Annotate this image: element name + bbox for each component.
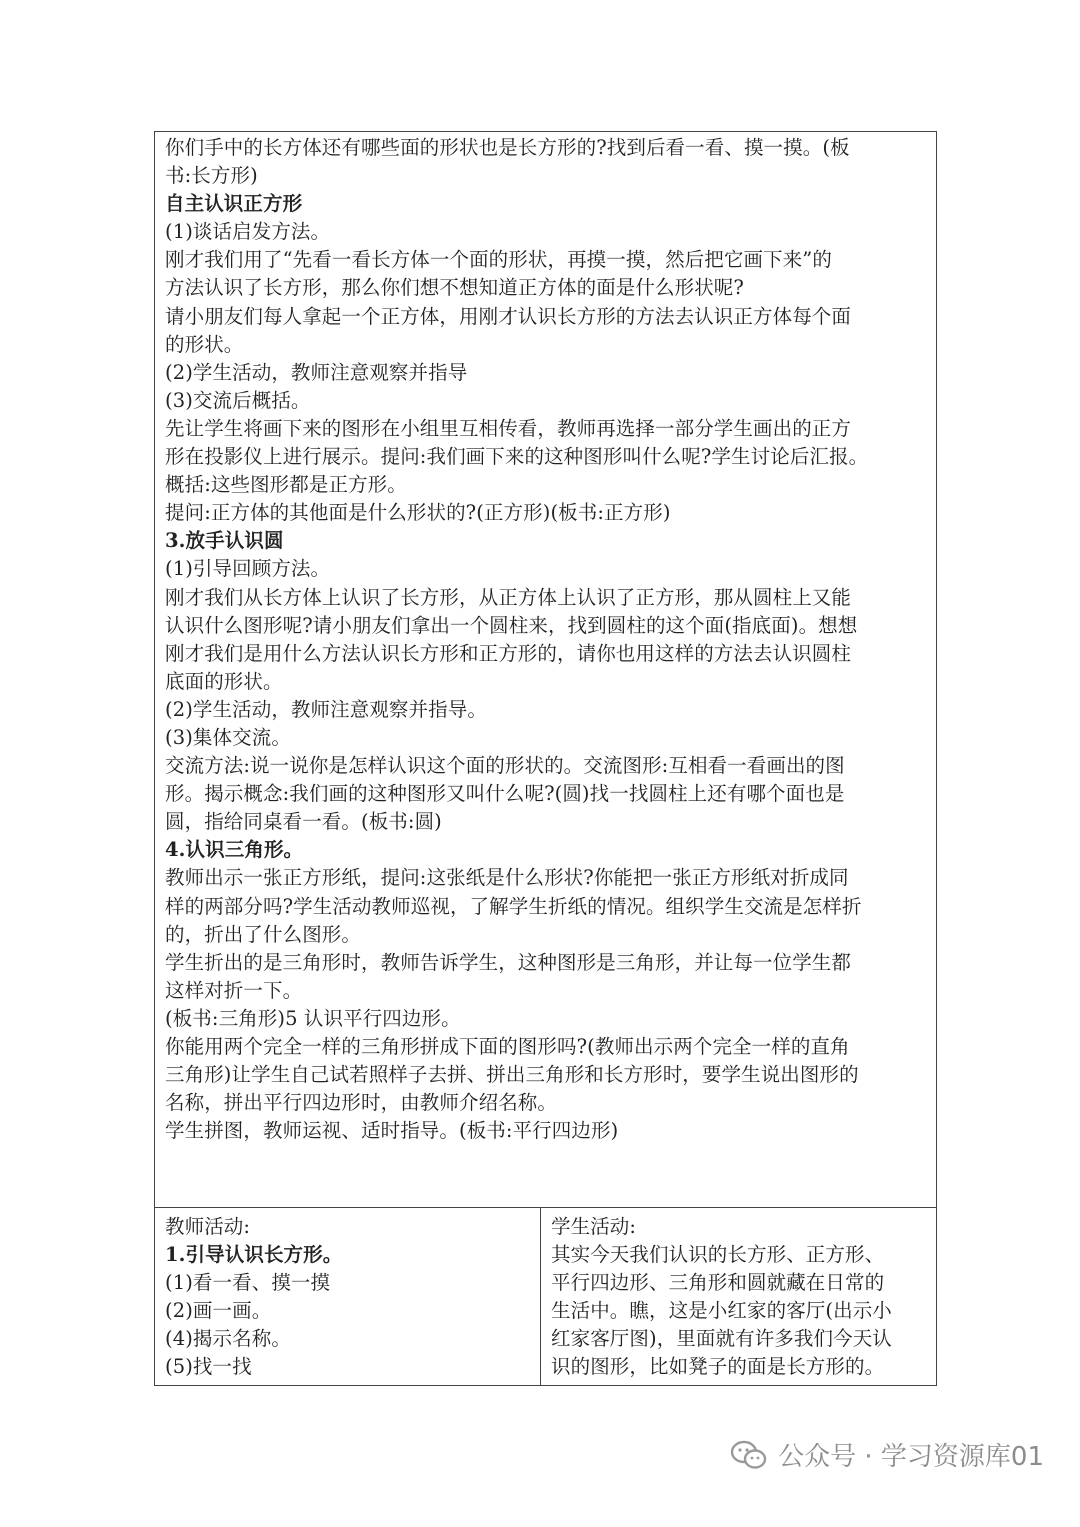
text-line: 三角形)让学生自己试若照样子去拼、拼出三角形和长方形时，要学生说出图形的 [165,1063,859,1087]
text-line: (1)引导回顾方法。 [165,557,331,581]
student-activity-cell [541,1208,936,1385]
text-line: 认识什么图形呢?请小朋友们拿出一个圆柱来，找到圆柱的这个面(指底面)。想想 [165,613,858,637]
main-content-cell [155,132,936,1208]
text-line: 你能用两个完全一样的三角形拼成下面的图形吗?(教师出示两个完全一样的直角 [165,1035,850,1058]
section-heading: 3.放手认识圆 [165,529,284,553]
text-line: (1)谈话启发方法。 [165,220,331,244]
text-line: 教师出示一张正方形纸，提问:这张纸是什么形状?你能把一张正方形纸对折成同 [165,866,849,890]
text-line: 学生折出的是三角形时，教师告诉学生，这种图形是三角形，并让每一位学生都 [165,950,852,974]
text-line: 先让学生将画下来的图形在小组里互相传看，教师再选择一部分学生画出的正方 [165,416,852,440]
text-line: (3)交流后概括。 [165,388,311,412]
text-line: 形。揭示概念:我们画的这种图形又叫什么呢?(圆)找一找圆柱上还有哪个面也是 [165,782,845,806]
text-line: (板书:三角形)5 认识平行四边形。 [165,1006,461,1030]
lesson-plan-table [154,131,937,1386]
activity-row [155,1208,936,1385]
text-line: (1)看一看、摸一摸 [165,1271,331,1295]
text-line: 学生活动: [551,1215,637,1238]
text-line: 名称，拼出平行四边形时，由教师介绍名称。 [165,1091,558,1115]
text-line: 刚才我们用了“先看一看长方体一个面的形状，再摸一摸，然后把它画下来”的 [165,248,832,272]
text-line: (2)学生活动，教师注意观察并指导 [165,360,468,384]
section-heading: 自主认识正方形 [165,192,303,216]
section-heading: 1.引导认识长方形。 [165,1243,343,1267]
text-line: 学生拼图，教师运视、适时指导。(板书:平行四边形) [165,1119,619,1143]
text-line: 生活中。瞧，这是小红家的客厅(出示小 [551,1299,892,1323]
text-line: 提问:正方体的其他面是什么形状的?(正方形)(板书:正方形) [165,501,671,525]
text-line: 刚才我们从长方体上认识了长方形，从正方体上认识了正方形，那从圆柱上又能 [165,585,852,609]
wechat-icon [730,1439,768,1471]
text-line: 书:长方形) [165,164,258,188]
text-line: 你们手中的长方体还有哪些面的形状也是长方形的?找到后看一看、摸一摸。(板 [165,136,850,159]
watermark [730,1436,1044,1473]
text-line: 刚才我们是用什么方法认识长方形和正方形的，请你也用这样的方法去认识圆柱 [165,641,852,665]
text-line: 样的两部分吗?学生活动教师巡视，了解学生折纸的情况。组织学生交流是怎样折 [165,894,862,918]
text-line: 红家客厅图)，里面就有许多我们今天认 [551,1327,892,1351]
text-line: 识的图形，比如凳子的面是长方形的。 [551,1355,885,1379]
text-line: 圆，指给同桌看一看。(板书:圆) [165,810,442,834]
text-line: (2)画一画。 [165,1299,272,1323]
text-line: 交流方法:说一说你是怎样认识这个面的形状的。交流图形:互相看一看画出的图 [165,754,845,778]
text-line: 平行四边形、三角形和圆就藏在日常的 [551,1271,885,1295]
text-line: 形在投影仪上进行展示。提问:我们画下来的这种图形叫什么呢?学生讨论后汇报。 [165,445,869,469]
text-line: 这样对折一下。 [165,978,303,1002]
teacher-activity-cell [155,1208,541,1385]
section-heading: 4.认识三角形。 [165,838,304,862]
text-line: 其实今天我们认识的长方形、正方形、 [551,1243,885,1267]
text-line: 方法认识了长方形，那么你们想不想知道正方体的面是什么形状呢? [165,276,744,300]
text-line: 概括:这些图形都是正方形。 [165,473,407,497]
text-line: 请小朋友们每人拿起一个正方体，用刚才认识长方形的方法去认识正方体每个面 [165,304,852,328]
text-line: 的形状。 [165,332,244,356]
text-line: 的，折出了什么图形。 [165,922,362,946]
watermark-text: 公众号 · 学习资源库01 [778,1442,1044,1472]
text-line: (2)学生活动，教师注意观察并指导。 [165,697,487,721]
text-line: (4)揭示名称。 [165,1327,291,1351]
text-line: (3)集体交流。 [165,725,291,749]
text-line: 教师活动: [165,1215,251,1238]
text-line: (5)找一找 [165,1355,252,1379]
text-line: 底面的形状。 [165,669,283,693]
